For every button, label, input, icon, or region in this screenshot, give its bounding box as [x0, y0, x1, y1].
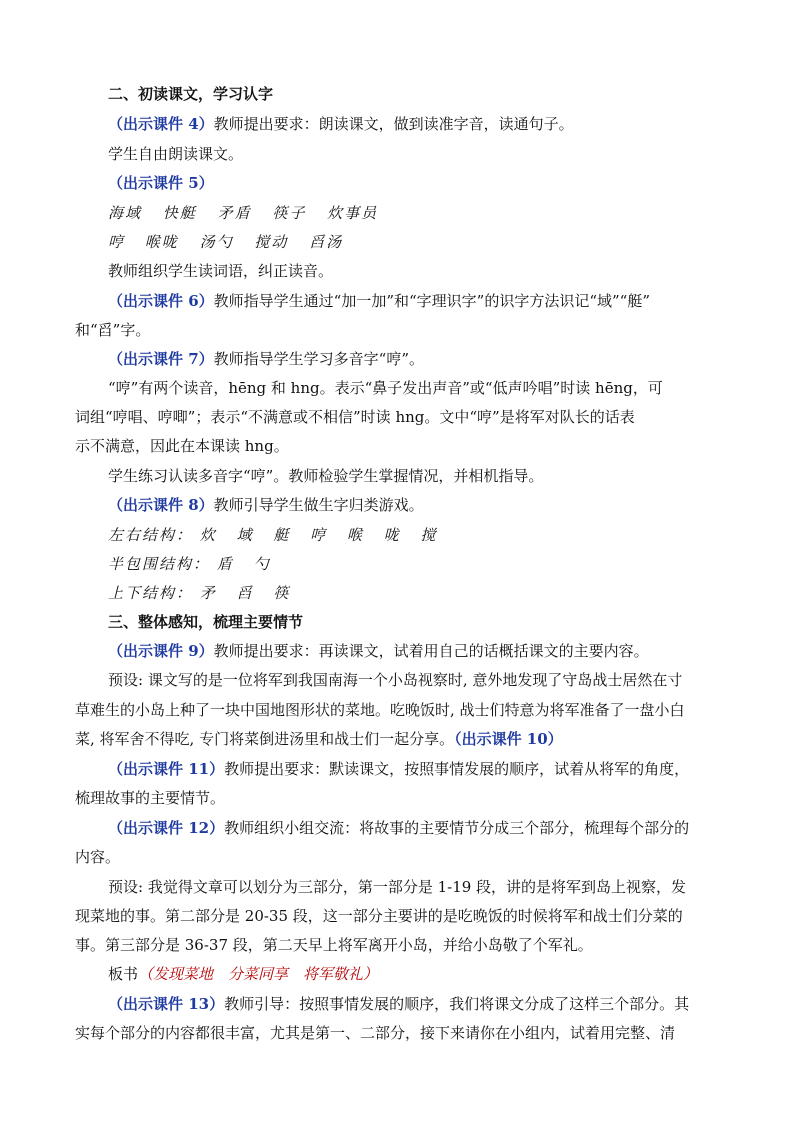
courseware-ref: （出示课件 9）: [108, 642, 214, 660]
paragraph-cont: 内容。: [75, 848, 121, 866]
paragraph-cont: 实每个部分的内容都很丰富，尤其是第一、二部分，接下来请你在小组内，试着用完整、清: [75, 1024, 676, 1042]
courseware-ref: （出示课件 8）: [108, 496, 214, 514]
courseware-ref: （出示课件 10）: [454, 730, 563, 748]
paragraph: “哼”有两个读音，hēng 和 hng。表示“鼻子发出声音”或“低声吟唱”时读 hēng，可: [108, 379, 663, 397]
paragraph-cont: 梳理故事的主要情节。: [75, 789, 226, 807]
paragraph: （出示课件 11）教师提出要求：默读课文，按照事情发展的顺序，试着从将军的角度，: [108, 760, 690, 778]
paragraph: 学生练习认读多音字“哼”。教师检验学生掌握情况，并相机指导。: [108, 467, 544, 485]
paragraph: 预设: 我觉得文章可以划分为三部分，第一部分是 1-19 段，讲的是将军到岛上视察，发: [108, 878, 687, 896]
courseware-ref: （出示课件 13）: [108, 995, 225, 1013]
paragraph: （出示课件 9）教师提出要求：再读课文，试着用自己的话概括课文的主要内容。: [108, 642, 649, 660]
paragraph: （出示课件 6）教师指导学生通过“加一加”和“字理识字”的识字方法识记“域”“艇”: [108, 292, 651, 310]
paragraph-cont: 菜, 将军舍不得吃, 专门将菜倒进汤里和战士们一起分享。（出示课件 10）: [75, 730, 563, 748]
section3-heading: 三、整体感知，梳理主要情节: [108, 613, 304, 631]
paragraph-cont: 现菜地的事。第二部分是 20-35 段，这一部分主要讲的是吃晚饭的时候将军和战士们分菜的: [75, 907, 683, 925]
paragraph-cont: 和“舀”字。: [75, 321, 151, 339]
paragraph-cont: 词组“哼唱、哼唧”；表示“不满意或不相信”时读 hng。文中“哼”是将军对队长的话表: [75, 408, 635, 426]
paragraph: （出示课件 8）教师引导学生做生字归类游戏。: [108, 496, 424, 514]
courseware-ref: （出示课件 5）: [108, 174, 214, 192]
section2-heading: 二、初读课文，学习认字: [108, 85, 274, 103]
structure-row-top-bottom: 上下结构： 矛 舀 筷: [108, 584, 291, 602]
courseware-ref: （出示课件 6）: [108, 292, 214, 310]
paragraph-cont: 事。第三部分是 36-37 段，第二天早上将军离开小岛，并给小岛敬了个军礼。: [75, 936, 593, 954]
vocab-row: 海域 快艇 矛盾 筷子 炊事员: [108, 204, 379, 222]
structure-row-semi-enclosed: 半包围结构： 盾 勺: [108, 555, 271, 573]
board-content: （发现菜地 分菜同享 将军敬礼）: [138, 965, 379, 983]
paragraph: （出示课件 7）教师指导学生学习多音字“哼”。: [108, 350, 425, 368]
courseware-ref: （出示课件 12）: [108, 819, 225, 837]
paragraph: （出示课件 4）教师提出要求：朗读课文，做到读准字音，读通句子。: [108, 115, 574, 133]
paragraph: [108, 173, 214, 193]
paragraph: 教师组织学生读词语，纠正读音。: [108, 262, 334, 280]
structure-row-left-right: 左右结构： 炊 域 艇 哼 喉 咙 搅: [108, 526, 438, 544]
courseware-ref: （出示课件 11）: [108, 760, 225, 778]
courseware-ref: （出示课件 7）: [108, 350, 214, 368]
paragraph: （出示课件 12）教师组织小组交流：将故事的主要情节分成三个部分，梳理每个部分的: [108, 819, 690, 837]
paragraph: 学生自由朗读课文。: [108, 145, 244, 163]
paragraph: （出示课件 13）教师引导：按照事情发展的顺序，我们将课文分成了这样三个部分。其: [108, 995, 690, 1013]
paragraph-cont: 示不满意，因此在本课读 hng。: [75, 437, 289, 455]
board-writing: 板书（发现菜地 分菜同享 将军敬礼）: [108, 965, 379, 983]
vocab-row: 哼 喉咙 汤勺 搅动 舀汤: [108, 233, 344, 251]
paragraph-cont: 草难生的小岛上种了一块中国地图形状的菜地。吃晚饭时, 战士们特意为将军准备了一盘小白: [75, 701, 685, 719]
courseware-ref: （出示课件 4）: [108, 115, 214, 133]
paragraph: 预设: 课文写的是一位将军到我国南海一个小岛视察时, 意外地发现了守岛战士居然在寸: [108, 671, 683, 689]
